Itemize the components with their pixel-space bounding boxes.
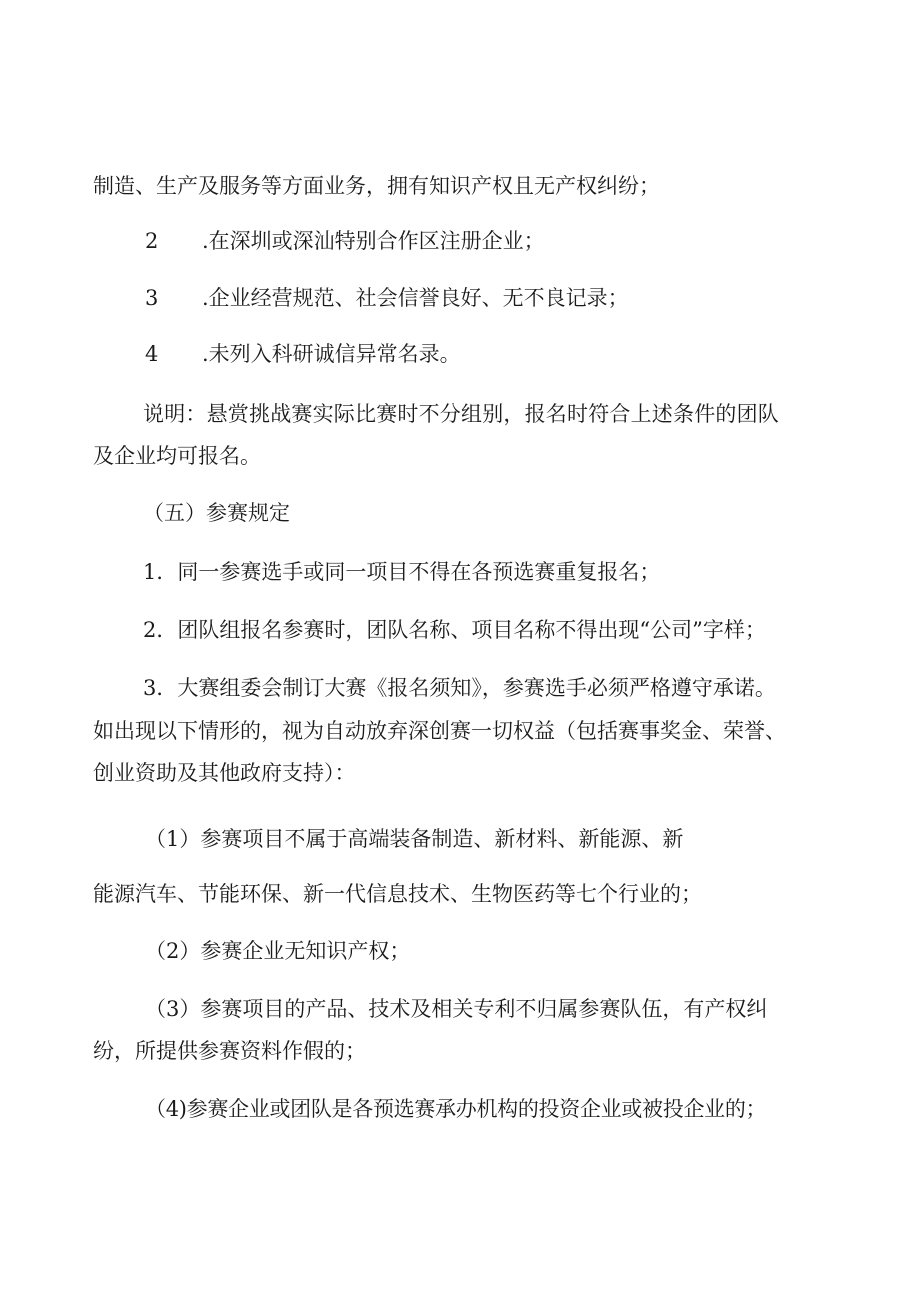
- requirement-number: 3: [145, 286, 159, 310]
- note-line-1: 说明：悬赏挑战赛实际比赛时不分组别，报名时符合上述条件的团队: [143, 402, 779, 426]
- requirement-text: .未列入科研诚信异常名录。: [202, 342, 461, 366]
- requirement-text: .企业经营规范、社会信誉良好、无不良记录；: [202, 286, 629, 310]
- case-1-line-1: （1）参赛项目不属于高端装备制造、新材料、新能源、新: [145, 827, 684, 851]
- requirement-item-4: [145, 344, 461, 365]
- section-heading: （五）参赛规定: [143, 501, 290, 525]
- requirement-item-2: [145, 231, 545, 252]
- paragraph-continuation: 制造、生产及服务等方面业务，拥有知识产权且无产权纠纷；: [93, 174, 660, 198]
- requirement-number: 2: [145, 229, 159, 253]
- rule-3-line-3: 创业资助及其他政府支持）：: [93, 761, 356, 785]
- requirement-number: 4: [145, 342, 159, 366]
- rule-2: 2．团队组报名参赛时，团队名称、项目名称不得出现“公司”字样；: [143, 618, 766, 642]
- case-2: （2）参赛企业无知识产权；: [145, 939, 411, 963]
- requirement-item-3: [145, 288, 629, 309]
- case-3-line-2: 纷，所提供参赛资料作假的；: [93, 1039, 366, 1063]
- note-line-2: 及企业均可报名。: [93, 444, 261, 468]
- rule-1: 1．同一参赛选手或同一项目不得在各预选赛重复报名；: [143, 560, 661, 584]
- case-1-line-2: 能源汽车、节能环保、新一代信息技术、生物医药等七个行业的；: [93, 882, 702, 906]
- rule-3-line-1: 3．大赛组委会制订大赛《报名须知》，参赛选手必须严格遵守承诺。: [143, 676, 776, 700]
- rule-3-line-2: 如出现以下情形的，视为自动放弃深创赛一切权益（包括赛事奖金、荣誉、: [93, 719, 786, 743]
- requirement-text: .在深圳或深汕特别合作区注册企业；: [202, 229, 545, 253]
- case-3-line-1: （3）参赛项目的产品、技术及相关专利不归属参赛队伍，有产权纠: [145, 997, 768, 1021]
- case-4: （4)参赛企业或团队是各预选赛承办机构的投资企业或被投企业的；: [145, 1097, 767, 1121]
